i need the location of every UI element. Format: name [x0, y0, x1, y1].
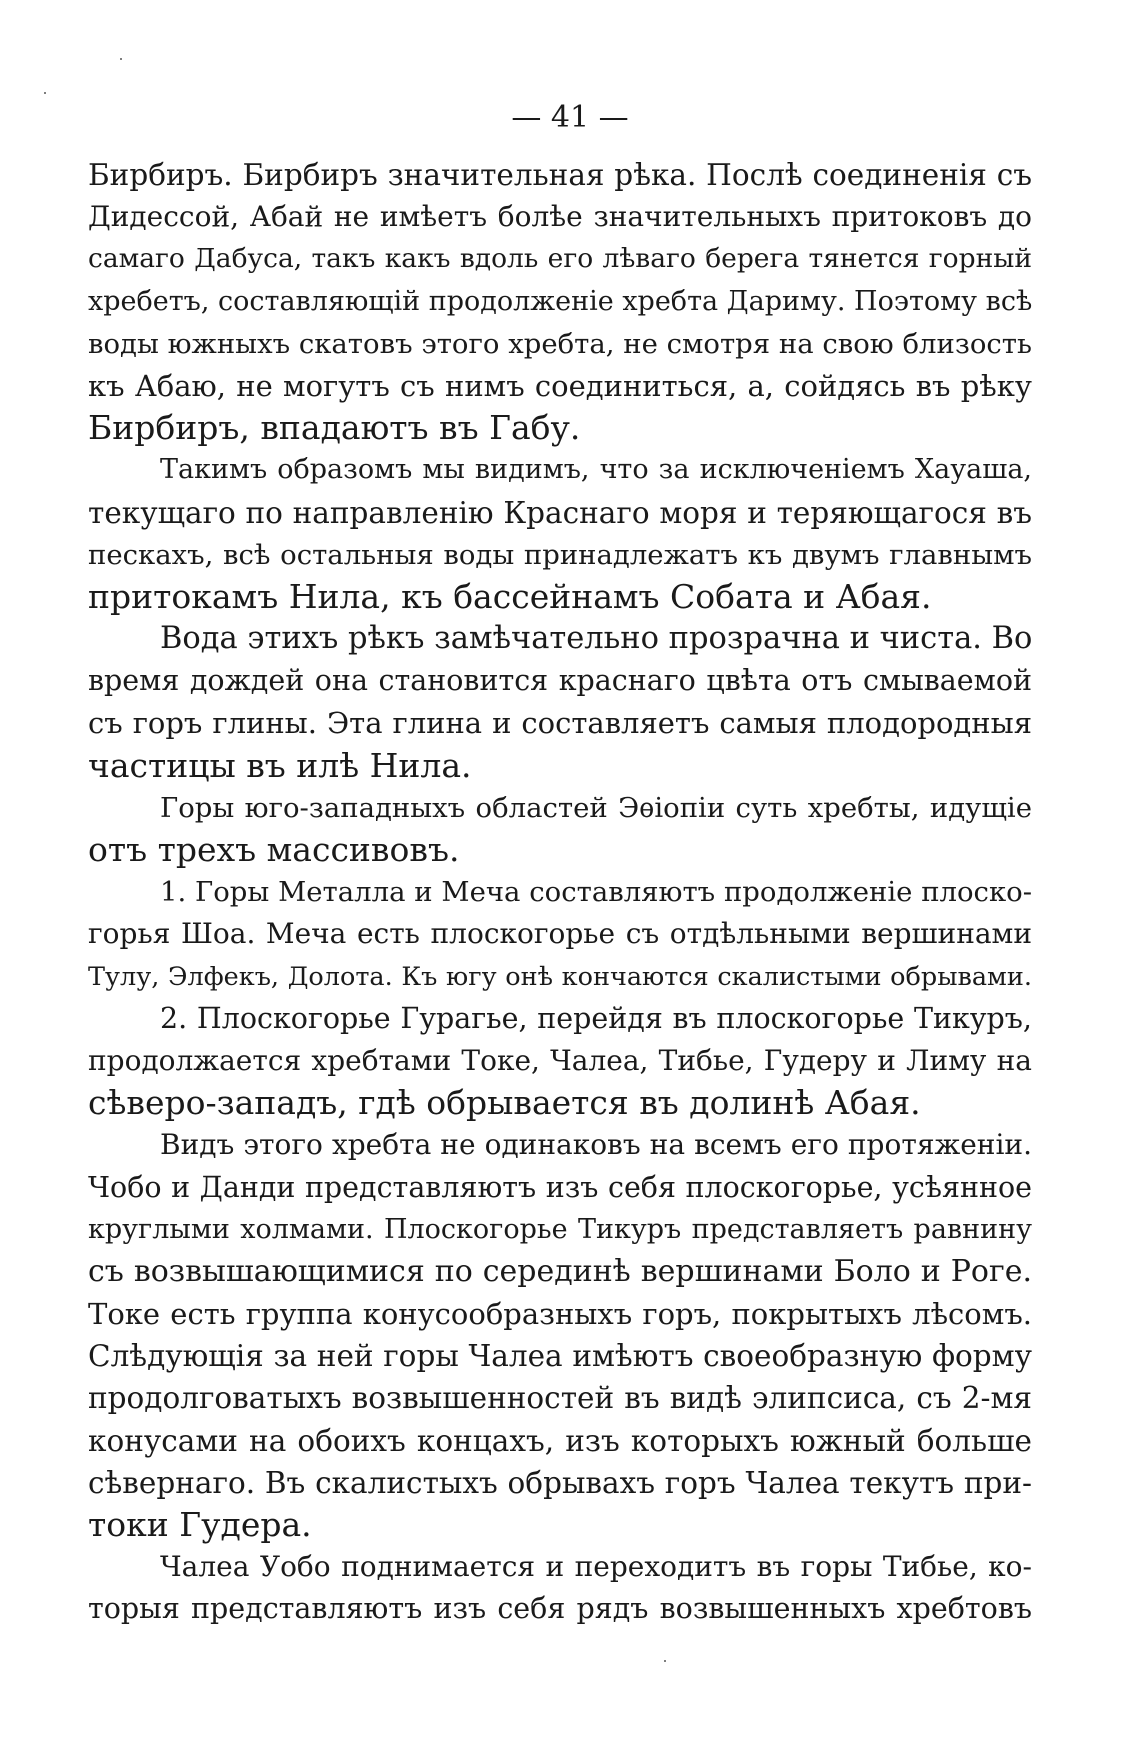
text-line: горья Шоа. Меча есть плоскогорье съ отдѣльными вершинами: [88, 917, 1032, 951]
print-speck: [664, 1660, 666, 1662]
text-line: Бирбиръ, впадаютъ въ Габу.: [88, 408, 581, 448]
text-line: воды южныхъ скатовъ этого хребта, не смотря на свою близость: [88, 327, 1032, 360]
text-line: сѣверо-западъ, гдѣ обрывается въ долинѣ Абая.: [88, 1083, 921, 1123]
text-line: Токе есть группа конусообразныхъ горъ, покрытыхъ лѣсомъ.: [88, 1297, 1032, 1332]
text-line: отъ трехъ массивовъ.: [88, 830, 460, 869]
print-speck: [44, 92, 46, 94]
text-line: частицы въ илѣ Нила.: [88, 745, 472, 785]
text-line: время дождей она становится краснаго цвѣта отъ смываемой: [88, 664, 1032, 698]
text-line: притокамъ Нила, къ бассейнамъ Собата и Абая.: [88, 576, 932, 616]
text-line: хребетъ, составляющій продолженіе хребта Дариму. Поэтому всѣ: [88, 285, 1033, 317]
text-line: сѣвернаго. Въ скалистыхъ обрывахъ горъ Чалеа текутъ при-: [88, 1465, 1032, 1500]
text-line: продолговатыхъ возвышенностей въ видѣ элипсиса, съ 2-мя: [88, 1381, 1032, 1416]
text-line: Дидессой, Абай не имѣетъ болѣе значительныхъ притоковъ до: [88, 200, 1032, 234]
text-line: Тулу, Элфекъ, Долота. Къ югу онѣ кончаются скалистыми обрывами.: [88, 961, 1032, 992]
text-line: Чалеа Уобо поднимается и переходитъ въ горы Тибье, ко-: [160, 1550, 1032, 1584]
text-line: 2. Плоскогорье Гурагье, перейдя въ плоскогорье Тикуръ,: [160, 1001, 1032, 1035]
text-line: Такимъ образомъ мы видимъ, что за исключеніемъ Хауаша,: [160, 454, 1032, 486]
body-text: [88, 154, 1032, 1631]
text-line: продолжается хребтами Токе, Чалеа, Тибье, Гудеру и Лиму на: [88, 1043, 1032, 1077]
text-line: конусами на обоихъ концахъ, изъ которыхъ южный больше: [88, 1423, 1032, 1458]
text-line: текущаго по направленію Краснаго моря и теряющагося въ: [88, 495, 1032, 530]
text-line: съ возвышающимися по серединѣ вершинами Боло и Роге.: [88, 1253, 1032, 1289]
text-line: Слѣдующія за ней горы Чалеа имѣютъ своеобразную форму: [88, 1339, 1032, 1374]
text-line: къ Абаю, не могутъ съ нимъ соединиться, а, сойдясь въ рѣку: [88, 368, 1032, 403]
text-line: пескахъ, всѣ остальныя воды принадлежатъ къ двумъ главнымъ: [88, 538, 1032, 571]
text-line: самаго Дабуса, такъ какъ вдоль его лѣваго берега тянется горный: [88, 243, 1032, 275]
text-line: съ горъ глины. Эта глина и составляетъ самыя плодородныя: [88, 706, 1032, 741]
text-line: круглыми холмами. Плоскогорье Тикуръ представляетъ равнину: [88, 1213, 1032, 1245]
text-line: Видъ этого хребта не одинаковъ на всемъ его протяженіи.: [160, 1128, 1032, 1162]
text-line: торыя представляютъ изъ себя рядъ возвышенныхъ хребтовъ: [88, 1592, 1032, 1626]
text-line: Вода этихъ рѣкъ замѣчательно прозрачна и чиста. Во: [160, 621, 1033, 657]
text-line: Бирбиръ. Бирбиръ значительная рѣка. Послѣ соединенія съ: [88, 158, 1032, 192]
print-speck: [120, 58, 122, 60]
text-line: 1. Горы Металла и Меча составляютъ продолженіе плоско-: [160, 876, 1032, 909]
text-line: Чобо и Данди представляютъ изъ себя плоскогорье, усѣянное: [88, 1170, 1032, 1204]
text-line: Горы юго-западныхъ областей Эѳіопіи суть хребты, идущіе: [160, 791, 1032, 824]
page-number: — 41 —: [511, 100, 629, 135]
text-line: токи Гудера.: [88, 1505, 312, 1544]
